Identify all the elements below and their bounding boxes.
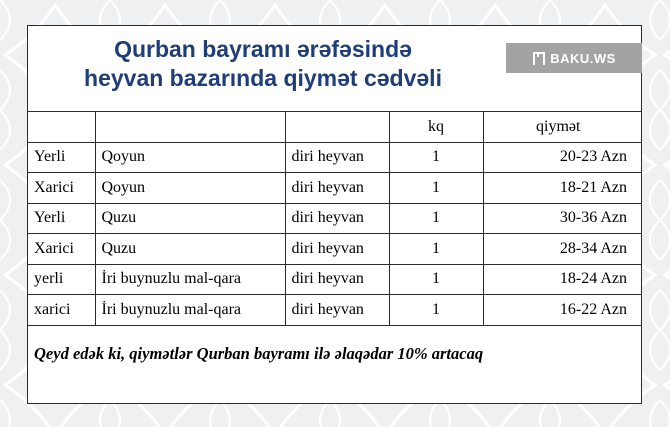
cell-origin: yerli <box>28 264 95 295</box>
cell-animal: Qoyun <box>95 142 285 173</box>
cell-price: 16-22 Azn <box>483 295 641 326</box>
cell-state: diri heyvan <box>285 142 389 173</box>
table-row <box>28 264 641 295</box>
cell-state: diri heyvan <box>285 173 389 204</box>
table-row <box>28 234 641 265</box>
baku-ws-logo <box>506 43 642 73</box>
price-table-card <box>27 25 642 404</box>
cell-animal: Quzu <box>95 203 285 234</box>
cell-price: 18-24 Azn <box>483 264 641 295</box>
cell-kq: 1 <box>389 203 483 234</box>
cell-state: diri heyvan <box>285 234 389 265</box>
table-row <box>28 142 641 173</box>
cell-price: 18-21 Azn <box>483 173 641 204</box>
cell-kq: 1 <box>389 295 483 326</box>
cell-kq: 1 <box>389 142 483 173</box>
header-origin <box>28 112 95 143</box>
cell-state: diri heyvan <box>285 295 389 326</box>
logo-text: BAKU.WS <box>550 50 616 66</box>
title-line-1: Qurban bayramı ərəfəsində <box>114 36 412 62</box>
cell-state: diri heyvan <box>285 203 389 234</box>
table-row <box>28 173 641 204</box>
cell-animal: Qoyun <box>95 173 285 204</box>
bakuws-bracket-icon <box>532 50 546 66</box>
cell-origin: xarici <box>28 295 95 326</box>
cell-animal: Quzu <box>95 234 285 265</box>
cell-origin: Yerli <box>28 203 95 234</box>
footnote: Qeyd edək ki, qiymətlər Qurban bayramı ilə əlaqədar 10% artacaq <box>34 344 484 363</box>
cell-price: 28-34 Azn <box>483 234 641 265</box>
price-table <box>28 111 641 326</box>
page-title <box>28 35 498 93</box>
cell-state: diri heyvan <box>285 264 389 295</box>
header-kq: kq <box>389 112 483 143</box>
cell-animal: İri buynuzlu mal-qara <box>95 264 285 295</box>
cell-origin: Xarici <box>28 173 95 204</box>
cell-origin: Xarici <box>28 234 95 265</box>
table-row <box>28 203 641 234</box>
cell-animal: İri buynuzlu mal-qara <box>95 295 285 326</box>
title-line-2: heyvan bazarında qiymət cədvəli <box>84 65 442 91</box>
cell-kq: 1 <box>389 264 483 295</box>
cell-price: 20-23 Azn <box>483 142 641 173</box>
header-state <box>285 112 389 143</box>
table-row <box>28 295 641 326</box>
cell-origin: Yerli <box>28 142 95 173</box>
cell-kq: 1 <box>389 173 483 204</box>
header-price: qiymət <box>483 112 641 143</box>
cell-price: 30-36 Azn <box>483 203 641 234</box>
cell-kq: 1 <box>389 234 483 265</box>
header-animal <box>95 112 285 143</box>
table-header-row <box>28 112 641 143</box>
